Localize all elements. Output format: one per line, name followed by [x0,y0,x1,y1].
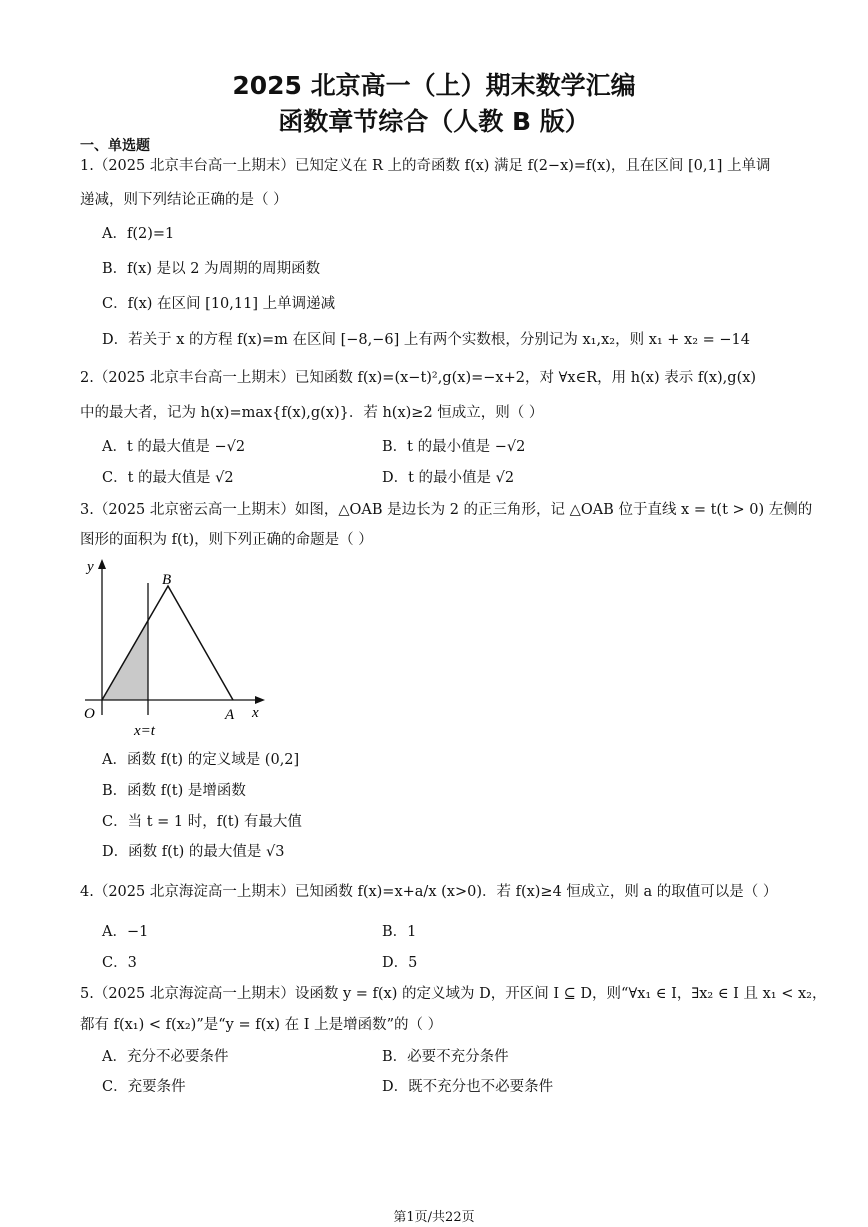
page-footer: 第1页/共22页 [393,1210,475,1225]
q3-option-b: B．函数 f(t) 是增函数 [102,783,246,799]
q2-option-a: A．t 的最大值是 −√2 [102,439,246,455]
q2-stem-line2: 中的最大者，记为 h(x)=max{f(x),g(x)}．若 h(x)≥2 恒成立，则（ ） [80,405,544,421]
q5-option-b: B．必要不充分条件 [382,1049,509,1065]
q2-option-d: D．t 的最小值是 √2 [382,470,515,486]
document-title-line2: 函数章节综合（人教 B 版） [278,107,590,136]
q3-option-c: C．当 t = 1 时，f(t) 有最大值 [102,814,302,830]
q1-stem-line1: 1.（2025 北京丰台高一上期末）已知定义在 R 上的奇函数 f(x) 满足 f(2−x)=f(x)，且在区间 [0,1] 上单调 [80,158,771,174]
y-axis-arrow [98,559,106,569]
q5-stem-line2: 都有 f(x₁) < f(x₂)”是“y = f(x) 在 I 上是增函数”的（ ） [80,1017,443,1033]
q3-option-a: A．函数 f(t) 的定义域是 (0,2] [102,752,300,768]
q2-option-c: C．t 的最大值是 √2 [102,470,234,486]
q3-stem-line1: 3.（2025 北京密云高一上期末）如图，△OAB 是边长为 2 的正三角形，记 △OAB 位于直线 x = t(t > 0) 左侧的 [80,502,813,518]
q2-stem-line1: 2.（2025 北京丰台高一上期末）已知函数 f(x)=(x−t)²,g(x)=−x+2，对 ∀x∈R，用 h(x) 表示 f(x),g(x) [80,370,757,386]
label-point-a: A [225,707,235,723]
q1-option-d: D．若关于 x 的方程 f(x)=m 在区间 [−8,−6] 上有两个实数根，分别记为 x₁,x₂，则 x₁ + x₂ = −14 [102,332,751,348]
label-x: x [252,705,259,721]
q1-option-c: C．f(x) 在区间 [10,11] 上单调递减 [102,296,336,312]
x-axis-arrow [255,696,265,704]
q4-stem-line1: 4.（2025 北京海淀高一上期末）已知函数 f(x)=x+a/x (x>0)．若 f(x)≥4 恒成立，则 a 的取值可以是（ ） [80,884,778,900]
q3-stem-line2: 图形的面积为 f(t)，则下列正确的命题是（ ） [80,532,373,548]
q5-stem-line1: 5.（2025 北京海淀高一上期末）设函数 y = f(x) 的定义域为 D，开区间 I ⊆ D，则“∀x₁ ∈ I，∃x₂ ∈ I 且 x₁ < x₂， [80,986,827,1002]
label-origin: O [84,706,95,722]
q5-option-c: C．充要条件 [102,1079,186,1095]
triangle-figure [80,555,280,740]
q1-option-b: B．f(x) 是以 2 为周期的周期函数 [102,261,321,277]
q4-option-a: A．−1 [102,924,149,940]
q5-option-a: A．充分不必要条件 [102,1049,229,1065]
document-title-line1: 2025 北京高一（上）期末数学汇编 [232,71,636,100]
q1-option-a: A．f(2)=1 [102,226,175,242]
label-y: y [87,559,94,575]
q5-option-d: D．既不充分也不必要条件 [382,1079,554,1095]
q3-option-d: D．函数 f(t) 的最大值是 √3 [102,844,285,860]
q4-option-d: D．5 [382,955,418,971]
q4-option-b: B．1 [382,924,417,940]
q2-option-b: B．t 的最小值是 −√2 [382,439,526,455]
section-heading: 一、单选题 [80,138,150,154]
label-point-b: B [162,572,172,588]
q4-option-c: C．3 [102,955,137,971]
q1-stem-line2: 递减，则下列结论正确的是（ ） [80,192,288,208]
label-x-equals-t: x=t [134,723,155,739]
